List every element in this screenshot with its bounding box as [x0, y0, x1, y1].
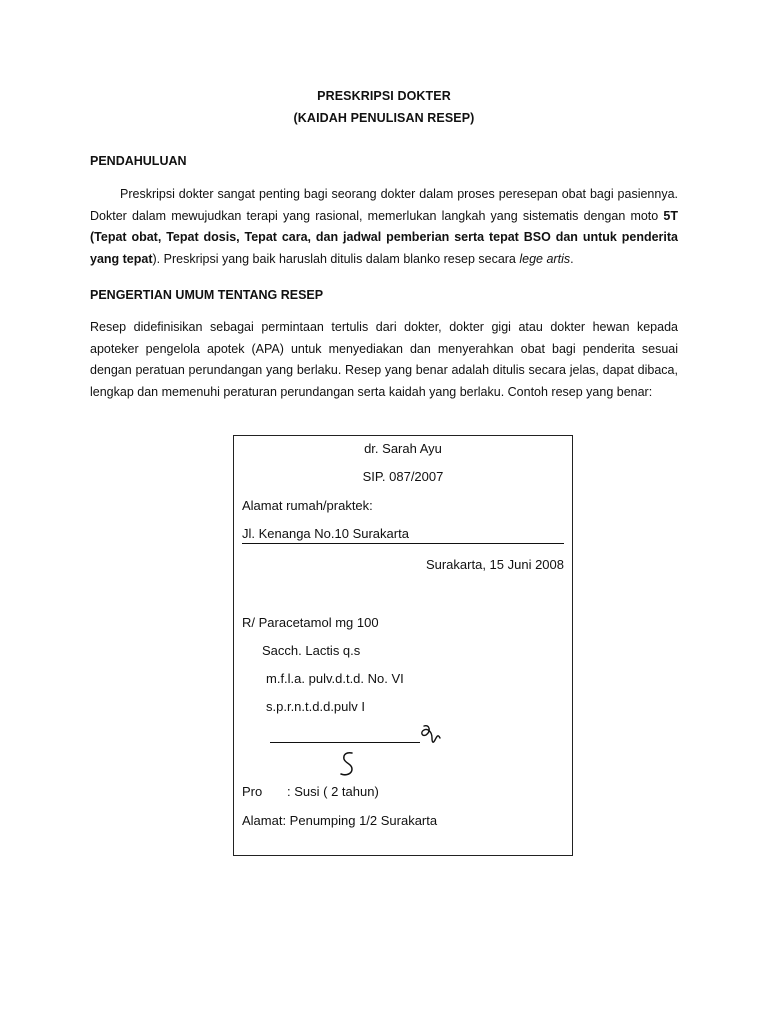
section-heading-pengertian: PENGERTIAN UMUM TENTANG RESEP	[90, 288, 324, 302]
paragraph-text-after: ). Preskripsi yang baik haruslah ditulis dalam blanko resep secara	[152, 251, 520, 266]
paraf-signature-icon	[418, 722, 448, 754]
paragraph-pengertian: Resep didefinisikan sebagai permintaan tertulis dari dokter, dokter gigi atau dokter hewan kepada apoteker pengelola apotek (APA) untuk menyediakan dan menyerahkan obat bagi penderita sesuai dengan peratuan perundangan yang berlaku. Resep yang benar adalah ditulis secara jelas, dapat dibaca, lengkap dan memenuhi peraturan perundangan serta kaidah yang berlaku. Contoh resep yang benar:	[90, 320, 678, 399]
paragraph-pendahuluan	[90, 184, 678, 270]
prescription-example	[233, 435, 573, 856]
recipe-line-4: s.p.r.n.t.d.d.pulv I	[266, 699, 365, 714]
address-label: Alamat rumah/praktek:	[242, 498, 373, 513]
signature-line	[270, 742, 420, 743]
patient-address: Alamat: Penumping 1/2 Surakarta	[242, 813, 438, 828]
doctor-name: dr. Sarah Ayu	[364, 441, 442, 456]
doctor-address: Jl. Kenanga No.10 Surakarta	[242, 526, 409, 541]
recipe-line-1: R/ Paracetamol mg 100	[242, 615, 379, 630]
paragraph-italic-text: lege artis	[519, 251, 571, 266]
doctor-sip: SIP. 087/2007	[362, 469, 444, 484]
pro-label: Pro	[242, 784, 263, 799]
paragraph-text: Preskripsi dokter sangat penting bagi seorang dokter dalam proses peresepan obat bagi pasiennya. Dokter dalam mewujudkan terapi yang rasional, memerlukan langkah yang sistematis dengan moto	[90, 187, 678, 223]
recipe-line-2: Sacch. Lactis q.s	[262, 643, 361, 658]
document-title: PRESKRIPSI DOKTER	[317, 89, 451, 103]
recipe-line-3: m.f.l.a. pulv.d.t.d. No. VI	[266, 671, 404, 686]
document-subtitle: (KAIDAH PENULISAN RESEP)	[293, 111, 475, 125]
address-underline	[242, 543, 564, 544]
section-heading-pendahuluan: PENDAHULUAN	[90, 154, 187, 168]
paragraph-text-end: .	[570, 251, 574, 266]
paragraph-bold-text: 5T (Tepat obat, Tepat dosis, Tepat cara, dan jadwal pemberian serta tepat BSO dan untuk penderita yang tepat	[90, 208, 678, 266]
pro-value: : Susi ( 2 tahun)	[287, 784, 379, 799]
prescription-date: Surakarta, 15 Juni 2008	[425, 557, 564, 572]
signature-s-icon	[338, 750, 358, 780]
